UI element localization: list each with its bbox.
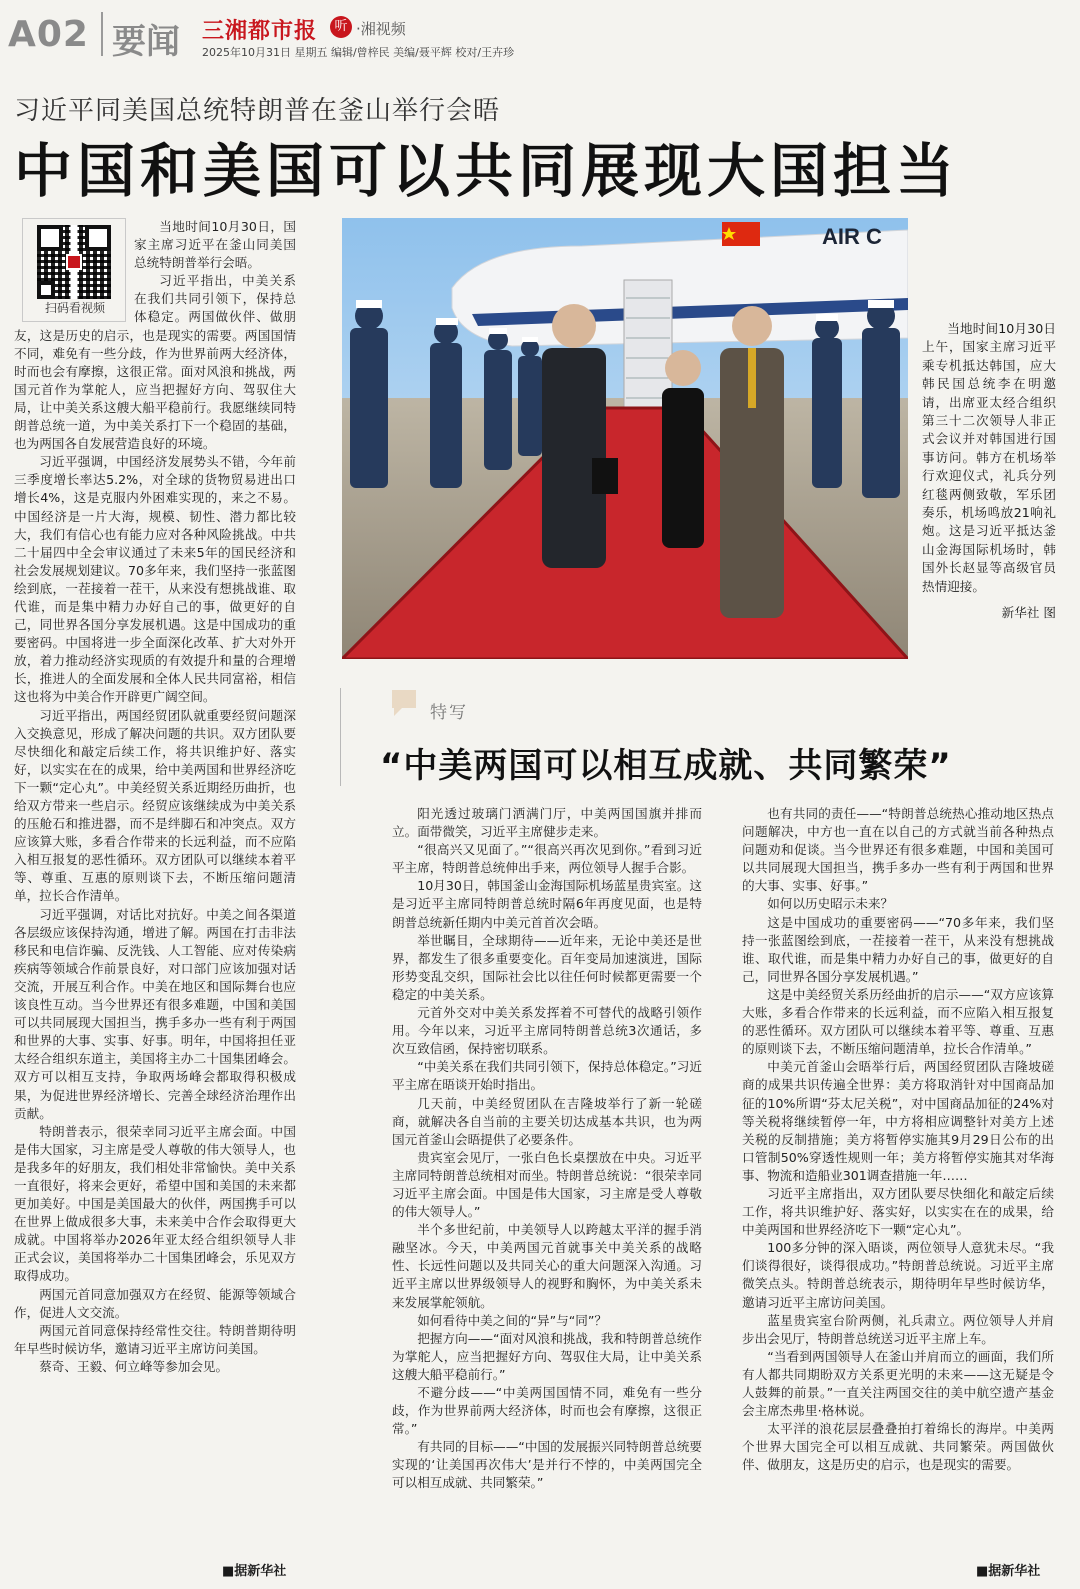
article-paragraph: 蔡奇、王毅、何立峰等参加会见。: [39, 1358, 229, 1374]
article-headline: 中国和美国可以共同展现大国担当: [14, 137, 960, 205]
arrival-photo-illustration: [342, 218, 908, 659]
feature-paragraph: 蓝星贵宾室台阶两侧，礼兵肃立。两位领导人并肩步出会见厅，特朗普总统送习近平主席上车。: [742, 1312, 1054, 1346]
brand-logo-icon: 听: [330, 16, 352, 38]
article-paragraph: 习近平指出，中美关系在我们共同引领下，保持总体稳定。两国做伙伴、做朋友，这是历史的启示，也是现实的需要。两国国情不同，难免有一些分歧，作为世界前两大经济体，时而也会有摩擦，这很正常。面对风浪和挑战，两国元首作为掌舵人，应当把握好方向、驾驭住大局，让中美关系这艘大船平稳前行。我愿继续同特朗普总统一道，为中美关系打下一个稳固的基础，也为两国各自发展营造良好的环境。: [14, 273, 296, 452]
feature-divider: [340, 688, 341, 786]
feature-title: “中美两国可以相互成就、共同繁荣”: [380, 746, 952, 786]
feature-paragraph: 举世瞩目，全球期待——近年来，无论中美还是世界，都发生了很多重要变化。百年变局加速演进，国际形势变乱交织，国际社会比以往任何时候都更需要一个稳定的中美关系。: [392, 932, 702, 1002]
qr-label: 扫码看视频: [44, 301, 105, 315]
feature-paragraph: “中美关系在我们共同引领下，保持总体稳定。”习近平主席在晤谈开始时指出。: [392, 1059, 702, 1093]
col3-source: ■据新华社: [976, 1564, 1041, 1579]
feature-paragraph: 习近平主席指出，双方团队要尽快细化和敲定后续工作，将共识维护好、落实好，以实实在在的成果，给中美两国和世界经济吃下一颗“定心丸”。: [742, 1185, 1054, 1238]
article-kicker: 习近平同美国总统特朗普在釜山举行会晤: [14, 96, 501, 126]
feature-paragraph: “当看到两国领导人在釜山并肩而立的画面，我们所有人都共同期盼双方关系更光明的未来——这无疑是令人鼓舞的前景。”一直关注两国交往的美中航空遗产基金会主席杰弗里·格林说。: [742, 1348, 1054, 1419]
feature-paragraph: 10月30日，韩国釜山金海国际机场蓝星贵宾室。这是习近平主席同特朗普总统时隔6年再度见面，也是特朗普总统新任期内中美元首首次会晤。: [392, 878, 702, 930]
feature-paragraph: 有共同的目标——“中国的发展振兴同特朗普总统要实现的‘让美国再次伟大’是并行不悖的，中美两国完全可以相互成就、共同繁荣。”: [392, 1439, 702, 1491]
masthead: [0, 0, 1080, 72]
arrival-photo: [342, 218, 908, 659]
feature-paragraph: 半个多世纪前，中美领导人以跨越太平洋的握手消融坚冰。今天，中美两国元首就事关中美关系的战略性、长远性问题以及共同关心的重大问题深入沟通。习近平主席以世界级领导人的视野和胸怀，为中美关系未来发展掌舵领航。: [392, 1222, 702, 1310]
page-number: A02: [8, 14, 89, 55]
masthead-divider: [101, 12, 103, 56]
feature-paragraph: 这是中国成功的重要密码——“70多年来，我们坚持一张蓝图绘到底，一茬接着一茬干，从来没有想挑战谁、取代谁，而是集中精力办好自己的事，做更好的自己，同世界各国分享发展机遇。”: [742, 914, 1054, 984]
article-paragraph: 两国元首同意保持经常性交往。特朗普期待明年早些时候访华，邀请习近平主席访问美国。: [14, 1322, 296, 1356]
article-paragraph: 特朗普表示，很荣幸同习近平主席会面。中国是伟大国家，习主席是受人尊敬的伟大领导人，也是我多年的好朋友，我们相处非常愉快。美中关系一直很好，将来会更好，希望中国和美国的未来都更加美好。中国是美国最大的伙伴，两国携手可以在世界上做成很多大事，未来美中合作会取得更大成就。中国将举办2026年亚太经合组织领导人非正式会议，美国将举办二十国集团峰会，乐见双方取得成功。: [14, 1123, 296, 1284]
newspaper-brand[interactable]: 三湘都市报: [202, 19, 318, 44]
issue-meta: 2025年10月31日 星期五 编辑/曾梓民 美编/聂平辉 校对/王卉珍: [202, 46, 515, 59]
speech-bubble-icon: [390, 688, 418, 718]
feature-paragraph: 贵宾室会见厅，一张白色长桌摆放在中央。习近平主席同特朗普总统相对而坐。特朗普总统说：“很荣幸同习近平主席会面。中国是伟大国家，习主席是受人尊敬的伟大领导人。”: [392, 1149, 702, 1220]
col1-source: ■据新华社: [222, 1564, 287, 1579]
article-paragraph: 习近平强调，中国经济发展势头不错，今年前三季度增长率达5.2%，对全球的货物贸易进出口增长4%，这是克服内外困难实现的，来之不易。中国经济是一片大海，规模、韧性、潜力都比较大，我们有信心也有能力应对各种风险挑战。中共二十届四中全会审议通过了未来5年的国民经济和社会发展规划建议。70多年来，我们坚持一张蓝图绘到底，一茬接着一茬干，从来没有想挑战谁、取代谁，而是集中精力办好自己的事，做更好的自己，同世界各国分享发展机遇。这是中国成功的重要密码。中国将进一步全面深化改革、扩大对外开放，着力推动经济实现质的有效提升和量的合理增长，推进人的全面发展和全体人民共同富裕，相信这也将为中美合作开辟更广阔空间。: [14, 454, 296, 705]
plane-text: AIR C: [822, 224, 882, 249]
feature-paragraph: 如何以历史昭示未来？: [767, 896, 894, 912]
feature-paragraph: 如何看待中美之间的“异”与“同”？: [417, 1312, 608, 1328]
section-name: 要闻: [112, 22, 180, 62]
article-paragraph: 习近平强调，对话比对抗好。中美之间各渠道各层级应该保持沟通，增进了解。两国在打击非法移民和电信诈骗、反洗钱、人工智能、应对传染病疾病等领域合作前景良好，对口部门应该加强对话交流，开展互利合作。中美在地区和国际舞台也应该良性互动。当今世界还有很多难题，中国和美国可以共同展现大国担当，携手多办一些有利于两国和世界的大事、实事、好事。明年，中国将担任亚太经合组织东道主，美国将主办二十国集团峰会。双方可以相互支持，争取两场峰会都取得积极成果，为促进世界经济增长、完善全球经济治理作出贡献。: [14, 906, 296, 1121]
feature-paragraph: 中美元首釜山会晤举行后，两国经贸团队吉隆坡磋商的成果共识传遍全世界：美方将取消针对中国商品加征的10%所谓“芬太尼关税”，对中国商品加征的24%对等关税将继续暂停一年，中方将相应调整针对美方上述关税的反制措施；美方将暂停实施其9月29日公布的出口管制50%穿透性规则一年；美方将暂停实施其对华海事、物流和造船业301调查措施一年……: [742, 1059, 1054, 1183]
feature-paragraph: 把握方向——“面对风浪和挑战，我和特朗普总统作为掌舵人，应当把握好方向、驾驭住大局，让中美关系这艘大船平稳前行。”: [392, 1330, 702, 1382]
feature-paragraph: 元首外交对中美关系发挥着不可替代的战略引领作用。今年以来，习近平主席同特朗普总统3次通话，多次互致信函，保持密切联系。: [392, 1005, 702, 1057]
article-paragraph: 当地时间10月30日，国家主席习近平在釜山同美国总统特朗普举行会晤。: [134, 219, 296, 271]
feature-paragraph: 100多分钟的深入晤谈，两位领导人意犹未尽。“我们谈得很好，谈得很成功。”特朗普总统说。习近平主席微笑点头。特朗普总统表示，期待明年早些时候访华，邀请习近平主席访问美国。: [742, 1240, 1054, 1310]
article-body-col1: [14, 218, 296, 1553]
photo-credit: 新华社 图: [1001, 605, 1056, 621]
feature-label: 特写: [430, 703, 468, 723]
article-paragraph: 两国元首同意加强双方在经贸、能源等领域合作，促进人文交流。: [14, 1286, 296, 1320]
feature-paragraph: 不避分歧——“中美两国国情不同，难免有一些分歧，作为世界前两大经济体，时而也会有摩擦，这很正常。”: [392, 1385, 702, 1437]
feature-paragraph: 阳光透过玻璃门洒满门厅，中美两国国旗并排而立。面带微笑，习近平主席健步走来。: [392, 806, 702, 840]
feature-paragraph: 也有共同的责任——“特朗普总统热心推动地区热点问题解决，中方也一直在以自己的方式就当前各种热点问题劝和促谈。当今世界还有很多难题，中国和美国可以共同展现大国担当，携手多办一些有利于两国和世界的大事、实事、好事。”: [742, 806, 1054, 894]
feature-body-col2: [392, 805, 702, 1553]
photo-caption-text: 当地时间10月30日上午，国家主席习近平乘专机抵达韩国，应大韩民国总统李在明邀请，出席亚太经合组织第三十二次领导人非正式会议并对韩国进行国事访问。韩方在机场举行欢迎仪式，礼兵分列红毯两侧致敬，军乐团奏乐，机场鸣放21响礼炮。这是习近平抵达釜山金海国际机场时，韩国外长赵显等高级官员热情迎接。: [922, 321, 1056, 594]
brand-sub: ·湘视频: [356, 20, 406, 38]
feature-paragraph: 太平洋的浪花层层叠叠拍打着绵长的海岸。中美两个世界大国完全可以相互成就、共同繁荣。两国做伙伴、做朋友，这是历史的启示，也是现实的需要。: [742, 1421, 1054, 1473]
feature-paragraph: 几天前，中美经贸团队在吉隆坡举行了新一轮磋商，就解决各自当前的主要关切达成基本共识，也为两国元首釜山会晤提供了必要条件。: [392, 1095, 702, 1147]
photo-caption: [922, 320, 1056, 623]
article-paragraph: 习近平指出，两国经贸团队就重要经贸问题深入交换意见，形成了解决问题的共识。双方团队要尽快细化和敲定后续工作，将共识维护好、落实好，以实实在在的成果，给中美两国和世界经济吃下一颗“定心丸”。中美经贸关系近期经历曲折，也给双方带来一些启示。经贸应该继续成为中美关系的压舱石和推进器，而不是绊脚石和冲突点。双方应该算大账，多看合作带来的长远利益，而不应陷入相互报复的恶性循环。双方团队可以继续本着平等、尊重、互惠的原则谈下去，不断压缩问题清单，拉长合作清单。: [14, 707, 296, 904]
feature-paragraph: 这是中美经贸关系历经曲折的启示——“双方应该算大账，多看合作带来的长远利益，而不应陷入相互报复的恶性循环。双方团队可以继续本着平等、尊重、互惠的原则谈下去，不断压缩问题清单，拉长合作清单。”: [742, 986, 1054, 1057]
feature-body-col3: [742, 805, 1054, 1553]
feature-paragraph: “很高兴又见面了。”“很高兴再次见到你。”看到习近平主席，特朗普总统伸出手来，两位领导人握手合影。: [392, 842, 702, 876]
